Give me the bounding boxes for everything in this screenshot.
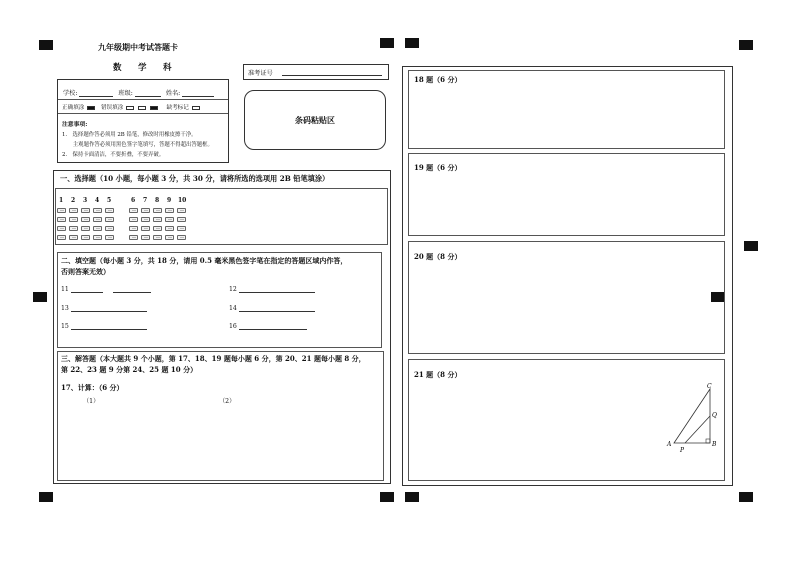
choice-number: 9: [167, 197, 172, 204]
choice-option-3C[interactable]: [81, 226, 90, 231]
class-label: 班级:: [118, 90, 133, 97]
choice-number: 4: [95, 197, 100, 204]
choice-option-4D[interactable]: [93, 235, 102, 240]
school-label: 学校:: [63, 90, 78, 97]
choice-option-3B[interactable]: [81, 217, 90, 222]
alignment-mark-mid-right: [744, 241, 758, 251]
blank-12: [229, 286, 315, 293]
q18-title: 18 题（6 分）: [414, 75, 462, 84]
label-q: Q: [712, 412, 717, 419]
student-info-box: [57, 79, 229, 163]
wrong-fill-sample-2: [138, 106, 146, 110]
q20-title: 20 题（8 分）: [414, 252, 462, 261]
choice-option-5B[interactable]: [105, 217, 114, 222]
exam-number-box: [243, 64, 389, 80]
absent-mark-label: 缺考标记: [166, 105, 189, 111]
correct-fill-sample: [87, 106, 95, 110]
choice-option-2D[interactable]: [69, 235, 78, 240]
blank-16: [229, 323, 307, 330]
alignment-mark-bottom-right: [739, 492, 753, 502]
barcode-area: [244, 90, 386, 150]
choice-option-7D[interactable]: [141, 235, 150, 240]
choice-option-5D[interactable]: [105, 235, 114, 240]
name-field[interactable]: [182, 96, 214, 97]
choice-option-row: [57, 208, 114, 213]
choice-option-2C[interactable]: [69, 226, 78, 231]
choice-option-7C[interactable]: [141, 226, 150, 231]
page-title: 九年级期中考试答题卡: [98, 42, 178, 52]
q19-title: 19 题（6 分）: [414, 163, 462, 172]
choice-option-3A[interactable]: [81, 208, 90, 213]
choice-option-8A[interactable]: [153, 208, 162, 213]
name-label: 姓名:: [165, 90, 181, 97]
blank-number: 14: [229, 305, 237, 312]
choice-option-6C[interactable]: [129, 226, 138, 231]
choice-option-7A[interactable]: [141, 208, 150, 213]
q21-title: 21 题（8 分）: [414, 370, 462, 379]
choice-option-row: [129, 208, 186, 213]
label-p: P: [680, 447, 685, 454]
blank-answer-line[interactable]: [239, 311, 315, 312]
choice-option-row: [129, 226, 186, 231]
note-item: 1. 选择题作答必须用 2B 铅笔，修改时用橡皮擦干净。: [62, 132, 197, 138]
blank-answer-line[interactable]: [71, 292, 103, 293]
choice-option-8D[interactable]: [153, 235, 162, 240]
choice-option-10B[interactable]: [177, 217, 186, 222]
fill-legend: [62, 103, 201, 111]
choice-option-6B[interactable]: [129, 217, 138, 222]
choice-option-8C[interactable]: [153, 226, 162, 231]
blank-number: 12: [229, 286, 237, 293]
choice-option-10D[interactable]: [177, 235, 186, 240]
alignment-mark-bottom-center-right: [405, 492, 419, 502]
choice-option-6A[interactable]: [129, 208, 138, 213]
label-b: B: [712, 441, 717, 448]
choice-option-row: [57, 235, 114, 240]
choice-option-4A[interactable]: [93, 208, 102, 213]
blank-answer-line[interactable]: [71, 311, 147, 312]
student-info-row: [63, 88, 214, 97]
choice-option-9B[interactable]: [165, 217, 174, 222]
note-item: 2. 保持卡面清洁，不要折叠，不要弄破。: [62, 152, 165, 158]
blank-number: 15: [61, 323, 69, 330]
choice-option-9C[interactable]: [165, 226, 174, 231]
alignment-mark-top-center-right: [405, 38, 419, 48]
q18-answer-box[interactable]: [408, 70, 725, 149]
choice-option-2B[interactable]: [69, 217, 78, 222]
triangle-figure: [660, 380, 725, 455]
section3-title-line2: 第 22、23 题 9 分第 24、25 题 10 分）: [61, 365, 198, 374]
barcode-label: 条码粘贴区: [295, 114, 335, 125]
choice-option-3D[interactable]: [81, 235, 90, 240]
choice-option-6D[interactable]: [129, 235, 138, 240]
exam-number-label: 准考证号: [248, 70, 273, 77]
choice-option-1B[interactable]: [57, 217, 66, 222]
section1-title: 一、选择题（10 小题，每小题 3 分，共 30 分，请将所选的选项用 2B 铅笔填涂）: [60, 174, 330, 183]
choice-option-row: [57, 226, 114, 231]
alignment-mark-top-center-left: [380, 38, 394, 48]
choice-option-row: [129, 235, 186, 240]
choice-option-1A[interactable]: [57, 208, 66, 213]
choice-option-2A[interactable]: [69, 208, 78, 213]
choice-number: 8: [155, 197, 160, 204]
choice-option-row: [129, 217, 186, 222]
alignment-mark-top-left: [39, 40, 53, 50]
choice-number: 10: [178, 197, 187, 204]
q19-answer-box[interactable]: [408, 153, 725, 236]
blank-15: [61, 323, 147, 330]
alignment-mark-top-right: [739, 40, 753, 50]
exam-number-field[interactable]: [282, 75, 382, 76]
blank-answer-line[interactable]: [71, 329, 147, 330]
choice-option-10C[interactable]: [177, 226, 186, 231]
choice-option-5C[interactable]: [105, 226, 114, 231]
school-field[interactable]: [79, 96, 113, 97]
divider: [58, 99, 228, 100]
blank-answer-line[interactable]: [239, 329, 307, 330]
label-c: C: [707, 383, 712, 390]
choice-option-4C[interactable]: [93, 226, 102, 231]
blank-13: [61, 305, 147, 312]
choice-number: 7: [143, 197, 148, 204]
choice-option-10A[interactable]: [177, 208, 186, 213]
notes-title: 注意事项:: [62, 122, 88, 128]
wrong-fill-label: 错误填涂: [100, 105, 124, 111]
choice-number: 6: [131, 197, 136, 204]
choice-option-4B[interactable]: [93, 217, 102, 222]
section3-title-line1: 三、解答题（本大题共 9 个小题，第 17、18、19 题每小题 6 分，第 20、21 题每小题 8 分，: [61, 354, 366, 363]
choice-option-row: [57, 217, 114, 222]
choice-option-9D[interactable]: [165, 235, 174, 240]
note-item: 主观题作答必须用黑色签字笔填写，答题不得超出答题框。: [62, 142, 213, 148]
choice-option-1D[interactable]: [57, 235, 66, 240]
choice-option-9A[interactable]: [165, 208, 174, 213]
choice-option-5A[interactable]: [105, 208, 114, 213]
blank-number: 11: [61, 286, 69, 293]
wrong-fill-sample-1: [126, 106, 134, 110]
alignment-mark-bottom-center-left: [380, 492, 394, 502]
blank-number: 13: [61, 305, 69, 312]
q17-title: 17、计算：（6 分）: [61, 383, 124, 392]
q17-sub2: （2）: [219, 398, 236, 405]
blank-answer-line[interactable]: [113, 292, 151, 293]
choice-number: 2: [71, 197, 76, 204]
section2-title-line2: 否则答案无效）: [61, 267, 110, 276]
choice-option-8B[interactable]: [153, 217, 162, 222]
choice-option-7B[interactable]: [141, 217, 150, 222]
divider: [58, 113, 228, 114]
q20-answer-box[interactable]: [408, 241, 725, 354]
class-field[interactable]: [135, 96, 161, 97]
blank-number: 16: [229, 323, 237, 330]
q17-sub1: （1）: [83, 398, 100, 405]
choice-option-1C[interactable]: [57, 226, 66, 231]
blank-answer-line[interactable]: [239, 292, 315, 293]
blank-11: [61, 286, 151, 293]
alignment-mark-bottom-left: [39, 492, 53, 502]
wrong-fill-sample-3: [150, 106, 158, 110]
choice-number: 3: [83, 197, 88, 204]
choice-number: 1: [59, 197, 64, 204]
subject-title: 数 学 科: [113, 63, 176, 73]
correct-fill-label: 正确填涂: [62, 105, 85, 111]
blank-14: [229, 305, 315, 312]
choice-number: 5: [107, 197, 112, 204]
absent-mark-box[interactable]: [192, 106, 200, 110]
alignment-mark-mid-left: [33, 292, 47, 302]
label-a: A: [667, 441, 672, 448]
right-angle-marker: [706, 439, 710, 443]
section2-title-line1: 二、填空题（每小题 3 分，共 18 分，请用 0.5 毫米黑色签字笔在指定的答题区域内作答，: [61, 256, 348, 265]
